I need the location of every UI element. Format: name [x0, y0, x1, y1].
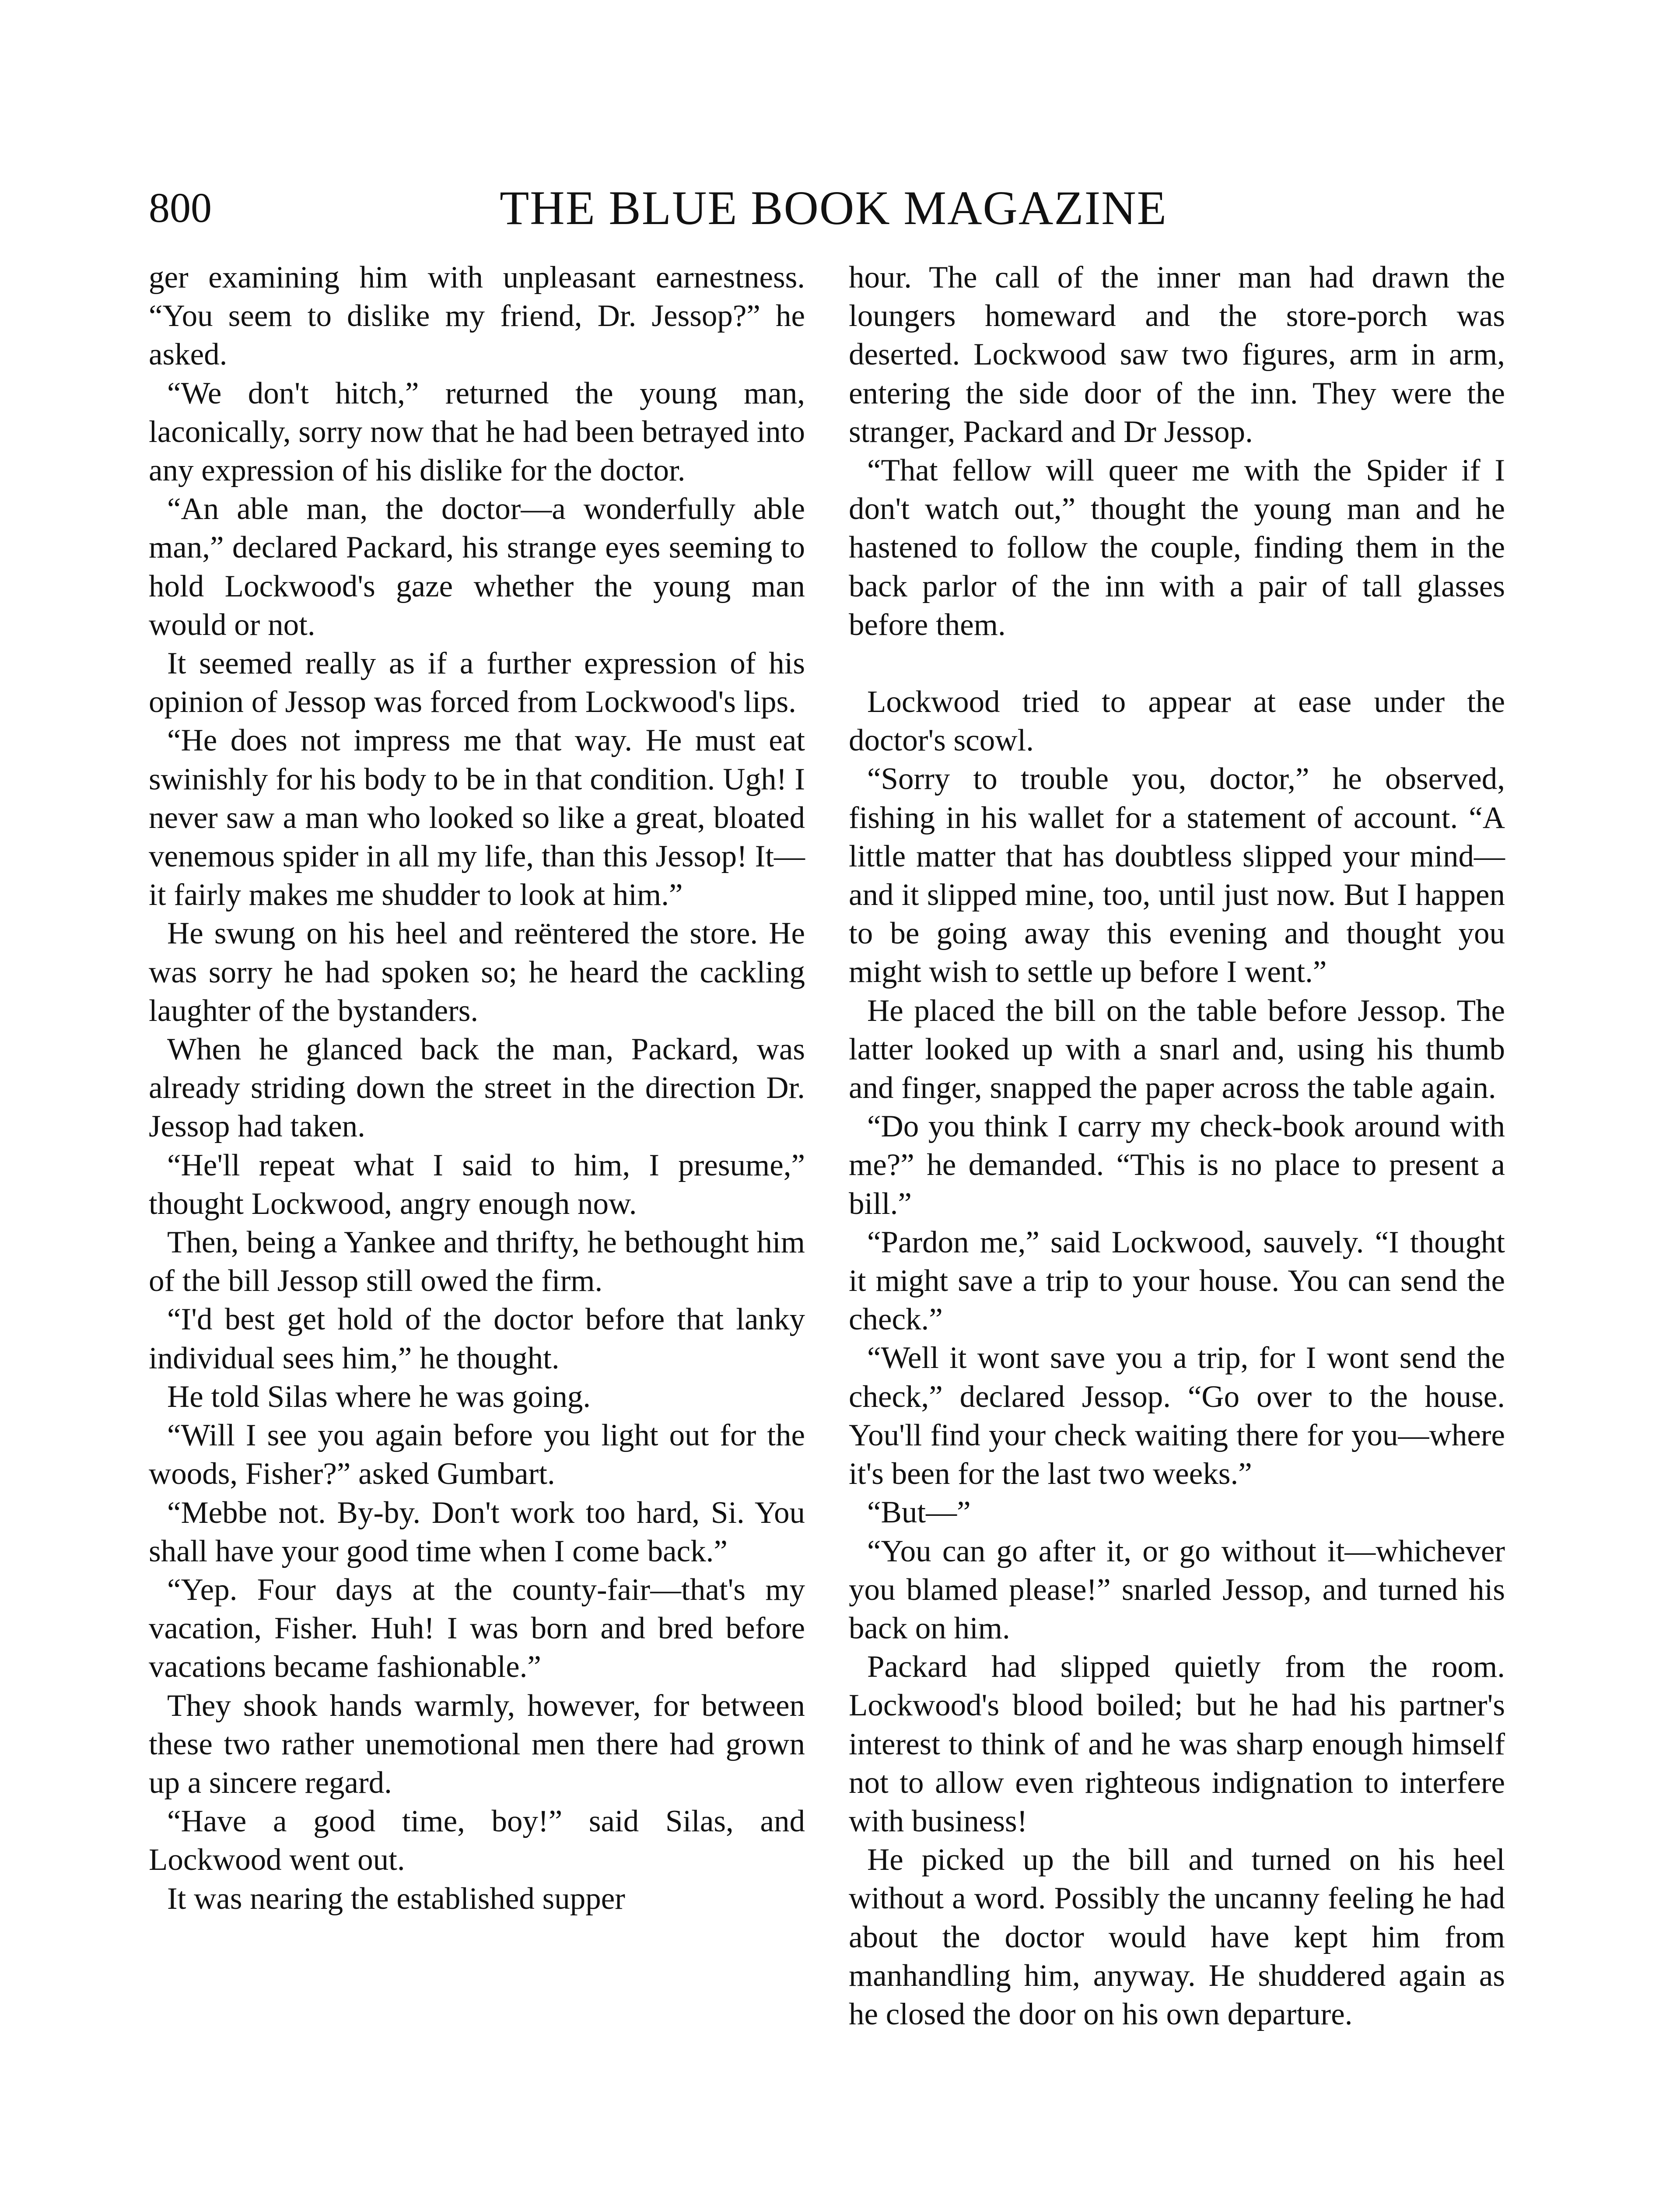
- paragraph: “He'll repeat what I said to him, I presume,” thought Lockwood, angry enough now.: [149, 1148, 805, 1221]
- paragraph: “Have a good time, boy!” said Silas, and Lockwood went out.: [149, 1804, 805, 1877]
- paragraph: He picked up the bill and turned on his heel without a word. Possibly the uncanny feeling he had about the doctor would have kept him from manhandling him, anyway. He shuddered again as he closed the door on his own departure.: [849, 1843, 1505, 2031]
- magazine-title: THE BLUE BOOK MAGAZINE: [500, 181, 1167, 235]
- paragraph: They shook hands warmly, however, for between these two rather unemotional men there had grown up a sincere regard.: [149, 1688, 805, 1800]
- paragraph: “Will I see you again before you light out for the woods, Fisher?” asked Gumbart.: [149, 1418, 805, 1491]
- paragraph: “He does not impress me that way. He must eat swinishly for his body to be in that condition. Ugh! I never saw a man who looked so like a great, bloated venemous spider in all my life, than this Jessop! It—it fairly makes me shudder to look at him.”: [149, 723, 805, 912]
- paragraph: “An able man, the doctor—a wonderfully able man,” declared Packard, his strange eyes seeming to hold Lockwood's gaze whether the young man would or not.: [149, 492, 805, 642]
- paragraph: He placed the bill on the table before Jessop. The latter looked up with a snarl and, using his thumb and finger, snapped the paper across the table again.: [849, 993, 1505, 1105]
- paragraph: hour. The call of the inner man had drawn the loungers homeward and the store-porch was deserted. Lockwood saw two figures, arm in arm, entering the side door of the inn. They were the stranger, Packard and Dr Jessop.: [849, 260, 1505, 449]
- paragraph: Lockwood tried to appear at ease under the doctor's scowl.: [849, 685, 1505, 758]
- paragraph: “Mebbe not. By-by. Don't work too hard, Si. You shall have your good time when I come back.”: [149, 1495, 805, 1568]
- paragraph: “Sorry to trouble you, doctor,” he observed, fishing in his wallet for a statement of account. “A little matter that has doubtless slipped your mind—and it slipped mine, too, until just now. But I happen to be going away this evening and thought you might wish to settle up before I went.”: [849, 762, 1505, 989]
- paragraph: Packard had slipped quietly from the room. Lockwood's blood boiled; but he had his partner's interest to think of and he was sharp enough himself not to allow even righteous indignation to interfere with business!: [849, 1650, 1505, 1838]
- left-text-column: [149, 258, 805, 1918]
- paragraph: ger examining him with unpleasant earnestness. “You seem to dislike my friend, Dr. Jessop?” he asked.: [149, 260, 805, 372]
- paragraph: Then, being a Yankee and thrifty, he bethought him of the bill Jessop still owed the firm.: [149, 1225, 805, 1298]
- page-number: 800: [149, 184, 212, 231]
- paragraph: It was nearing the established supper: [167, 1881, 625, 1916]
- paragraph: “But—”: [867, 1495, 971, 1530]
- paragraph: “I'd best get hold of the doctor before that lanky individual sees him,” he thought.: [149, 1302, 805, 1375]
- page-header: [149, 175, 1518, 241]
- paragraph: “Well it wont save you a trip, for I wont send the check,” declared Jessop. “Go over to the house. You'll find your check waiting there for you—where it's been for the last two weeks.”: [849, 1341, 1505, 1491]
- paragraph: “Yep. Four days at the county-fair—that's my vacation, Fisher. Huh! I was born and bred before vacations became fashionable.”: [149, 1572, 805, 1684]
- paragraph: When he glanced back the man, Packard, was already striding down the street in the direction Dr. Jessop had taken.: [149, 1032, 805, 1144]
- paragraph: He told Silas where he was going.: [167, 1379, 591, 1414]
- paragraph: “You can go after it, or go without it—whichever you blamed please!” snarled Jessop, and turned his back on him.: [849, 1534, 1505, 1645]
- paragraph: “Do you think I carry my check-book around with me?” he demanded. “This is no place to present a bill.”: [849, 1109, 1505, 1221]
- paragraph: “That fellow will queer me with the Spider if I don't watch out,” thought the young man and he hastened to follow the couple, finding them in the back parlor of the inn with a pair of tall glasses before them.: [849, 453, 1505, 642]
- paragraph: “We don't hitch,” returned the young man, laconically, sorry now that he had been betrayed into any expression of his dislike for the doctor.: [149, 376, 805, 488]
- paragraph: “Pardon me,” said Lockwood, sauvely. “I thought it might save a trip to your house. You can send the check.”: [849, 1225, 1505, 1337]
- paragraph: He swung on his heel and reëntered the store. He was sorry he had spoken so; he heard the cackling laughter of the bystanders.: [149, 916, 805, 1028]
- paragraph: It seemed really as if a further expression of his opinion of Jessop was forced from Lockwood's lips.: [149, 646, 805, 719]
- right-text-column: [849, 258, 1505, 2034]
- section-break: [849, 644, 1505, 683]
